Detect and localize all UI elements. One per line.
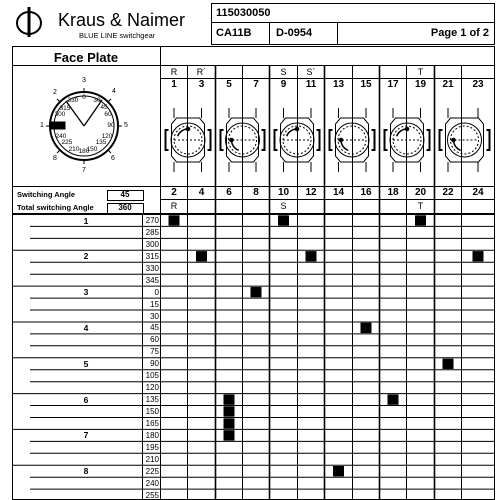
angle-label: 0 bbox=[154, 287, 159, 297]
dial-angle-label: 225 bbox=[61, 138, 73, 146]
contact-pair-symbol bbox=[440, 108, 490, 172]
angle-label: 150 bbox=[145, 407, 159, 417]
closed-contact-cell bbox=[473, 251, 484, 261]
terminal-bottom-number: 14 bbox=[332, 187, 345, 198]
terminal-top-letter: R bbox=[170, 67, 178, 77]
terminal-top-letter: S bbox=[280, 67, 287, 77]
terminal-top-number: 9 bbox=[280, 79, 287, 90]
position-label: 1 bbox=[83, 215, 89, 226]
terminal-top-number: 1 bbox=[171, 79, 177, 90]
angle-label: 60 bbox=[150, 335, 159, 345]
total-switching-angle-value: 360 bbox=[118, 203, 132, 212]
angle-label: 195 bbox=[145, 442, 159, 452]
angle-label: 165 bbox=[145, 418, 159, 428]
terminal-bottom-letter: S bbox=[280, 201, 287, 211]
position-label: 7 bbox=[83, 430, 89, 441]
closed-contact-cell bbox=[196, 251, 207, 261]
position-label: 5 bbox=[83, 358, 89, 369]
dial-angle-label: 240 bbox=[55, 132, 67, 140]
dial-position-number: 8 bbox=[53, 155, 57, 162]
dial-angle-label: 120 bbox=[101, 132, 113, 140]
switching-angle-value: 45 bbox=[120, 190, 130, 199]
terminal-top-letter: T bbox=[417, 67, 424, 77]
terminal-bottom-number: 20 bbox=[414, 187, 427, 198]
model-code: CA11B bbox=[216, 27, 252, 39]
contact-pair-symbol bbox=[330, 108, 375, 172]
angle-label: 180 bbox=[145, 430, 159, 440]
closed-contact-cell bbox=[415, 215, 426, 225]
terminal-top-number: 23 bbox=[472, 79, 484, 90]
angle-label: 120 bbox=[145, 383, 159, 393]
closed-contact-cell bbox=[278, 215, 289, 225]
terminal-top-letter: R´ bbox=[196, 67, 207, 77]
terminal-top-number: 7 bbox=[253, 79, 259, 90]
dial-position-number: 6 bbox=[111, 155, 115, 162]
face-plate-title: Face Plate bbox=[53, 50, 119, 65]
terminal-bottom-number: 22 bbox=[442, 187, 454, 198]
dial-position-number: 4 bbox=[112, 88, 116, 95]
phi-logo-icon bbox=[14, 6, 44, 38]
angle-label: 345 bbox=[145, 275, 159, 285]
position-label: 6 bbox=[83, 394, 89, 405]
angle-label: 75 bbox=[150, 347, 159, 357]
angle-label: 90 bbox=[150, 359, 159, 369]
angle-label: 330 bbox=[145, 263, 159, 273]
closed-contact-cell bbox=[224, 430, 235, 440]
terminal-bottom-letter: R bbox=[170, 201, 178, 211]
closed-contact-cell bbox=[361, 323, 372, 333]
dial-angle-label: 135 bbox=[95, 138, 107, 146]
angle-label: 105 bbox=[145, 371, 159, 381]
position-label: 8 bbox=[83, 466, 89, 477]
angle-label: 255 bbox=[145, 490, 159, 500]
terminal-top-number: 21 bbox=[442, 79, 454, 90]
angle-label: 135 bbox=[145, 395, 159, 405]
dial-angle-label: 300 bbox=[54, 110, 66, 118]
terminal-top-number: 13 bbox=[332, 79, 345, 90]
closed-contact-cell bbox=[224, 394, 235, 404]
position-label: 3 bbox=[83, 287, 89, 298]
drawing-number: D-0954 bbox=[276, 27, 313, 39]
dial-angle-label: 270 bbox=[51, 121, 63, 129]
dial-angle-label: 180 bbox=[78, 147, 90, 155]
terminal-top-number: 15 bbox=[360, 79, 372, 90]
angle-label: 300 bbox=[145, 239, 159, 249]
terminal-bottom-number: 24 bbox=[472, 187, 484, 198]
brand-name: Kraus & Naimer bbox=[58, 10, 186, 30]
angle-label: 285 bbox=[145, 227, 159, 237]
terminal-bottom-number: 10 bbox=[277, 187, 290, 198]
angle-label: 270 bbox=[145, 216, 159, 225]
dial-angle-label: 30 bbox=[93, 96, 101, 104]
terminal-bottom-number: 6 bbox=[226, 187, 232, 198]
dial-angle-label: 330 bbox=[67, 96, 79, 104]
angle-label: 15 bbox=[150, 299, 159, 309]
terminal-top-letter: S´ bbox=[306, 67, 316, 77]
position-label: 4 bbox=[83, 322, 89, 333]
closed-contact-cell bbox=[333, 466, 344, 476]
terminal-top-number: 19 bbox=[414, 79, 427, 90]
dial-position-number: 5 bbox=[124, 122, 128, 129]
closed-contact-cell bbox=[224, 418, 235, 428]
angle-label: 315 bbox=[145, 251, 159, 261]
terminal-top-number: 3 bbox=[198, 79, 205, 90]
dial-position-number: 1 bbox=[40, 122, 44, 129]
switching-angle-label: Switching Angle bbox=[17, 190, 76, 199]
dial-angle-label: 45 bbox=[100, 103, 108, 111]
terminal-bottom-number: 16 bbox=[360, 187, 372, 198]
position-label: 2 bbox=[83, 251, 89, 262]
dial-angle-label: 315 bbox=[59, 104, 71, 112]
angle-label: 30 bbox=[150, 311, 159, 321]
angle-label: 225 bbox=[145, 466, 159, 476]
closed-contact-cell bbox=[169, 215, 180, 225]
closed-contact-cell bbox=[388, 394, 399, 404]
closed-contact-cell bbox=[306, 251, 317, 261]
terminal-bottom-letter: T bbox=[417, 201, 424, 211]
dial-angle-label: 210 bbox=[68, 145, 80, 153]
dial-position-number: 7 bbox=[82, 167, 86, 174]
closed-contact-cell bbox=[443, 359, 454, 369]
terminal-top-number: 17 bbox=[387, 79, 399, 90]
terminal-bottom-number: 12 bbox=[305, 187, 317, 198]
total-switching-angle-label: Total switching Angle bbox=[17, 203, 94, 212]
angle-label: 45 bbox=[150, 323, 159, 333]
terminal-bottom-number: 18 bbox=[387, 187, 399, 198]
contact-pair-symbol bbox=[166, 108, 211, 172]
dial-position-number: 3 bbox=[82, 77, 86, 84]
terminal-top-number: 11 bbox=[305, 79, 317, 90]
dial-angle-label: 0 bbox=[82, 93, 86, 101]
contact-pair-symbol bbox=[221, 108, 265, 172]
dial-angle-label: 60 bbox=[104, 110, 112, 118]
angle-label: 240 bbox=[145, 478, 159, 488]
contact-pair-symbol bbox=[385, 108, 430, 172]
terminal-bottom-number: 2 bbox=[171, 187, 177, 198]
terminal-top-number: 5 bbox=[226, 79, 232, 90]
dial-angle-label: 150 bbox=[86, 145, 98, 153]
closed-contact-cell bbox=[251, 287, 262, 297]
dial-angle-label: 90 bbox=[107, 121, 115, 129]
contact-pair-symbol bbox=[275, 108, 320, 172]
brand-logo bbox=[14, 6, 44, 42]
terminal-bottom-number: 4 bbox=[198, 187, 205, 198]
dial-position-number: 2 bbox=[53, 89, 57, 96]
page-label: Page 1 of 2 bbox=[430, 27, 489, 39]
angle-label: 210 bbox=[145, 454, 159, 464]
terminal-bottom-number: 8 bbox=[253, 187, 259, 198]
part-number: 115030050 bbox=[216, 7, 271, 19]
brand-tagline: BLUE LINE switchgear bbox=[79, 31, 156, 40]
closed-contact-cell bbox=[224, 406, 235, 416]
